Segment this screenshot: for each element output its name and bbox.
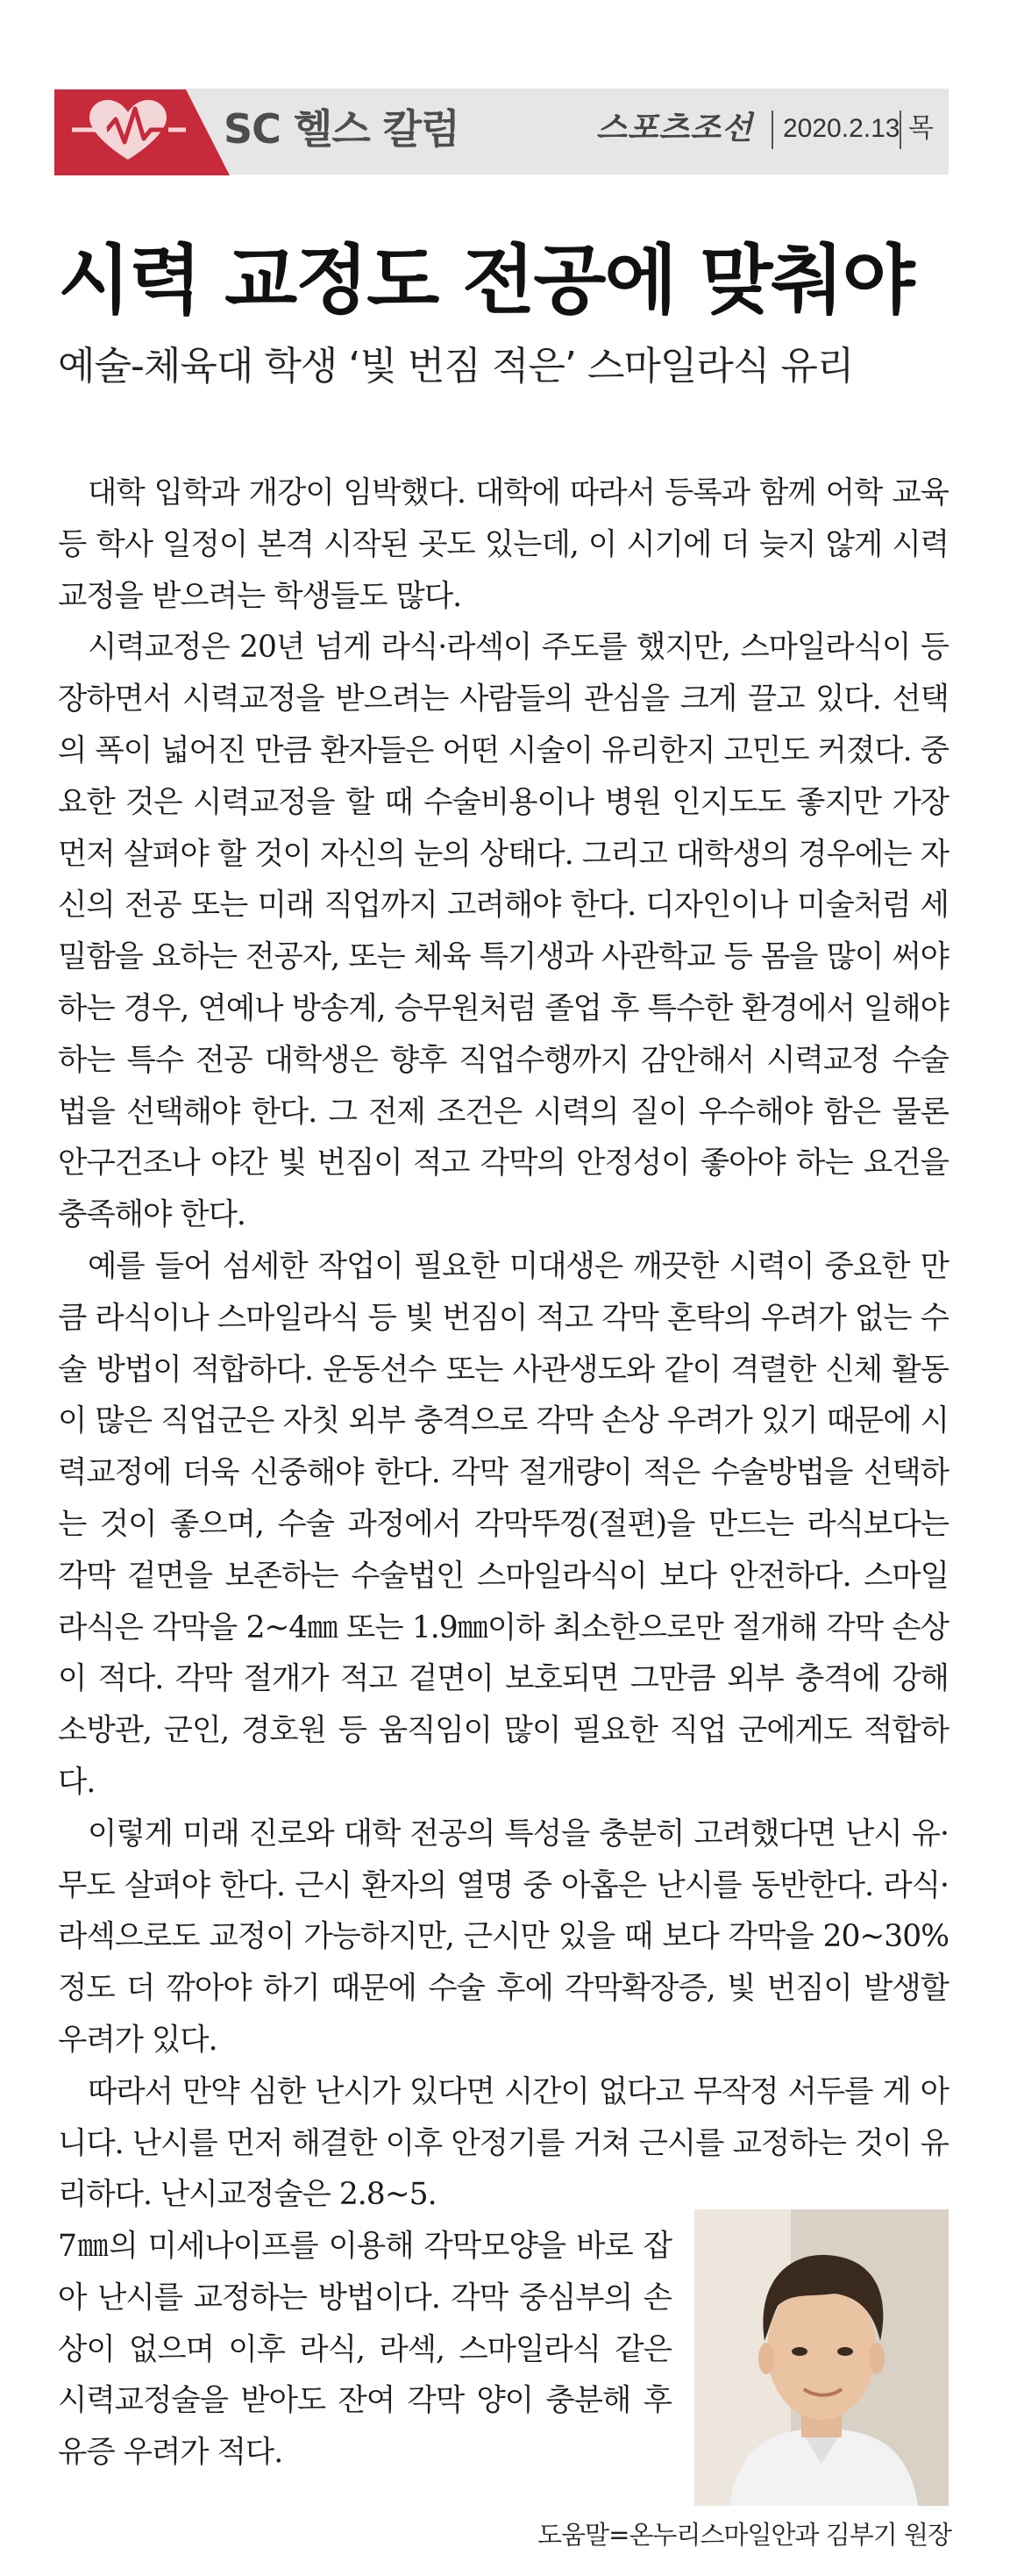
photo-caption: 도움말=온누리스마일안과 김부기 원장 xyxy=(537,2520,951,2550)
article-headline: 시력 교정도 전공에 맞춰야 xyxy=(58,236,914,325)
article-subheadline: 예술-체육대 학생 ‘빛 번짐 적은’ 스마일라식 유리 xyxy=(58,344,854,389)
divider xyxy=(900,111,901,149)
paragraph: 따라서 만약 심한 난시가 있다면 시간이 없다고 무작정 서두를 게 아니다. 난시를 먼저 해결한 이후 안정기를 거쳐 근시를 교정하는 것이 유리하다. 난시교정술은 2.8~5. xyxy=(58,2073,949,2213)
publication-weekday: 목 xyxy=(908,113,934,144)
paragraph: 예를 들어 섬세한 작업이 필요한 미대생은 깨끗한 시력이 중요한 만큼 라식이나 스마일라식 등 빛 번짐이 적고 각막 혼탁의 우려가 없는 수술 방법이 적합하다. 운동선수 또는 사관생도와 같이 격렬한 신체 활동이 많은 직업군은 자칫 외부 충격으로 각막 손상 우려가 있기 때문에 시력교정에 더욱 신중해야 한다. 각막 절개량이 적은 수술방법을 선택하는 것이 좋으며, 수술 과정에서 각막뚜껑(절편)을 만드는 라식보다는 각막 겉면을 보존하는 수술법인 스마일라식이 보다 안전하다. 스마일라식은 각막을 2~4㎜ 또는 1.9㎜이하 최소한으로만 절개해 각막 손상이 적다. 각막 절개가 적고 겉면이 보호되면 그만큼 외부 충격에 강해 소방관, 군인, 경호원 등 움직임이 많이 필요한 직업 군에게도 적합하다. xyxy=(58,1248,949,1800)
divider xyxy=(772,111,773,149)
heart-pulse-icon xyxy=(54,84,230,175)
paragraph: 시력교정은 20년 넘게 라식·라섹이 주도를 했지만, 스마일라식이 등장하면서 시력교정을 받으려는 사람들의 관심을 크게 끌고 있다. 선택의 폭이 넓어진 만큼 환자들은 어떤 시술이 유리한지 고민도 커졌다. 중요한 것은 시력교정을 할 때 수술비용이나 병원 인지도도 좋지만 가장 먼저 살펴야 할 것이 자신의 눈의 상태다. 그리고 대학생의 경우에는 자신의 전공 또는 미래 직업까지 고려해야 한다. 디자인이나 미술처럼 세밀함을 요하는 전공자, 또는 체육 특기생과 사관학교 등 몸을 많이 써야 하는 경우, 연예나 방송계, 승무원처럼 졸업 후 특수한 환경에서 일해야 하는 특수 전공 대학생은 향후 직업수행까지 감안해서 시력교정 수술법을 선택해야 한다. 그 전제 조건은 시력의 질이 우수해야 함은 물론 안구건조나 야간 빛 번짐이 적고 각막의 안정성이 좋아야 하는 요건을 충족해야 한다. xyxy=(58,630,949,1233)
section-title: SC 헬스 칼럼 xyxy=(224,105,459,153)
paragraph: 이렇게 미래 진로와 대학 전공의 특성을 충분히 고려했다면 난시 유·무도 살펴야 한다. 근시 환자의 열명 중 아홉은 난시를 동반한다. 라식·라섹으로도 교정이 가능하지만, 근시만 있을 때 보다 각막을 20~30%정도 더 깎아야 하기 때문에 수술 후에 각막확장증, 빛 번짐이 발생할 우려가 있다. xyxy=(58,1816,949,2058)
publication-date: 2020.2.13 xyxy=(783,114,900,143)
paragraph-continued: 7㎜의 미세나이프를 이용해 각막모양을 바로 잡아 난시를 교정하는 방법이다. 각막 중심부의 손상이 없으며 이후 라식, 라섹, 스마일라식 같은 시력교정술을 받아도 잔여 각막 양이 충분해 후유증 우려가 적다. xyxy=(58,2229,672,2471)
publication-logo: 스포츠조선 xyxy=(596,111,753,146)
doctor-photo xyxy=(694,2209,949,2506)
article-body xyxy=(58,467,949,2479)
paragraph: 대학 입학과 개강이 임박했다. 대학에 따라서 등록과 함께 어학 교육 등 학사 일정이 본격 시작된 곳도 있는데, 이 시기에 더 늦지 않게 시력교정을 받으려는 학생들도 많다. xyxy=(58,475,949,614)
